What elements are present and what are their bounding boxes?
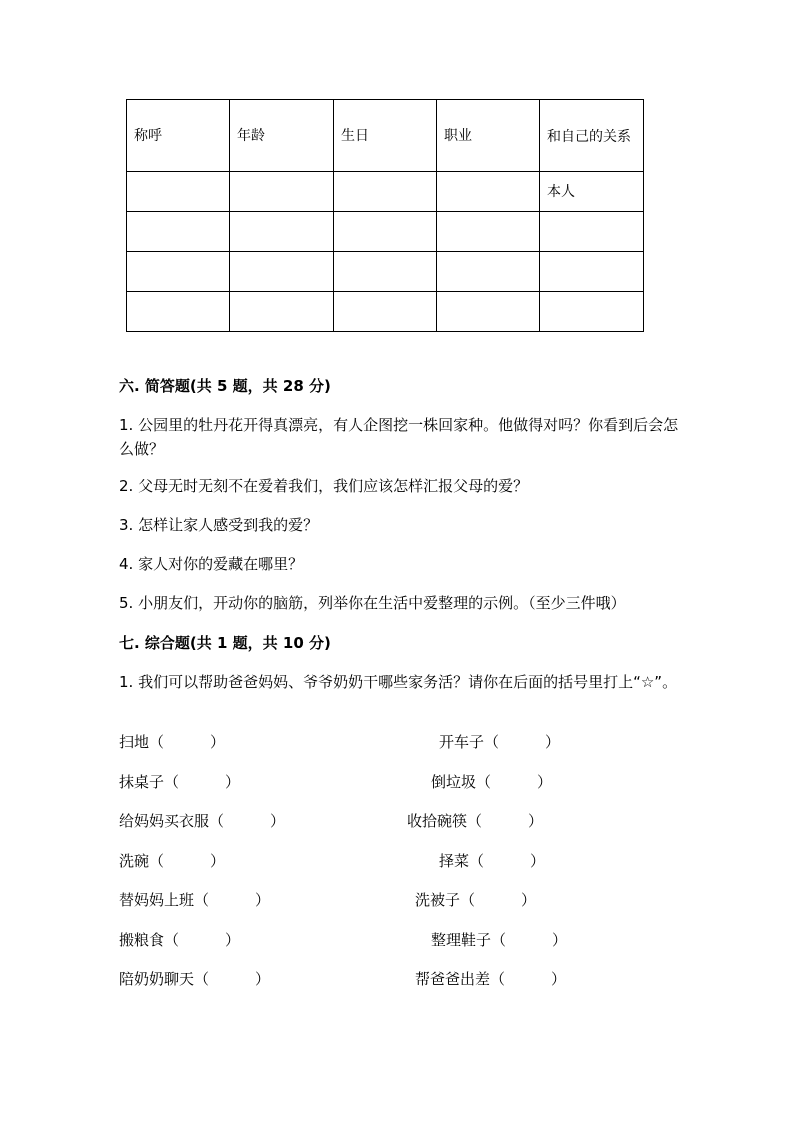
paren-close: ）: [521, 891, 537, 909]
table-cell[interactable]: [334, 252, 437, 292]
table-cell[interactable]: [230, 292, 334, 332]
paren-close: ）: [551, 970, 567, 988]
paren-close: ）: [545, 733, 561, 751]
table-cell[interactable]: [334, 292, 437, 332]
table-cell[interactable]: [127, 292, 230, 332]
paren-open: （: [491, 931, 507, 949]
table-cell[interactable]: [230, 252, 334, 292]
table-cell[interactable]: [230, 212, 334, 252]
family-info-table: [126, 99, 644, 332]
paren-open: （: [149, 852, 165, 870]
paren-open: （: [209, 812, 225, 830]
chore-item: [415, 968, 566, 990]
paren-close: ）: [528, 812, 544, 830]
paren-close: ）: [210, 733, 226, 751]
paren-open: （: [469, 852, 485, 870]
chore-label: 洗被子: [415, 891, 461, 909]
section6-question-5: 5. 小朋友们，开动你的脑筋，列举你在生活中爱整理的示例。（至少三件哦）: [119, 594, 626, 612]
chore-label: 陪奶奶聊天: [119, 970, 195, 988]
paren-close: ）: [537, 773, 553, 791]
table-cell[interactable]: [540, 252, 644, 292]
table-row: [127, 212, 644, 252]
section7-question-1: 1. 我们可以帮助爸爸妈妈、爷爷奶奶干哪些家务活？请你在后面的括号里打上“☆”。: [119, 673, 678, 691]
chore-label: 帮爸爸出差: [415, 970, 491, 988]
table-cell[interactable]: [437, 252, 540, 292]
section6-title: 六. 简答题(共 5 题，共 28 分): [119, 377, 331, 395]
table-cell: 本人: [540, 172, 644, 212]
chore-label: 替妈妈上班: [119, 891, 195, 909]
chore-label: 开车子: [439, 733, 485, 751]
paren-close: ）: [552, 931, 568, 949]
paren-close: ）: [255, 891, 271, 909]
chore-item: [431, 929, 567, 951]
header-cell-birthday: 生日: [334, 100, 437, 172]
chore-item: [119, 731, 225, 753]
paren-open: （: [460, 891, 476, 909]
paren-close: ）: [210, 852, 226, 870]
chore-item: [119, 850, 225, 872]
table-cell[interactable]: [127, 212, 230, 252]
paren-open: （: [194, 891, 210, 909]
chore-label: 择菜: [439, 852, 470, 870]
chore-label: 整理鞋子: [431, 931, 492, 949]
header-cell-title: 称呼: [127, 100, 230, 172]
table-cell[interactable]: [437, 172, 540, 212]
chore-label: 抹桌子: [119, 773, 165, 791]
paren-open: （: [467, 812, 483, 830]
chore-label: 扫地: [119, 733, 150, 751]
table-header-row: [127, 100, 644, 172]
header-cell-relationship: 和自己的关系: [540, 100, 644, 172]
chore-label: 洗碗: [119, 852, 150, 870]
paren-close: ）: [225, 931, 241, 949]
chore-item: [439, 731, 560, 753]
chore-label: 搬粮食: [119, 931, 165, 949]
paren-close: ）: [255, 970, 271, 988]
paren-open: （: [484, 733, 500, 751]
section6-question-4: 4. 家人对你的爱藏在哪里？: [119, 555, 304, 573]
chore-label: 收拾碗筷: [407, 812, 468, 830]
section6-question-3: 3. 怎样让家人感受到我的爱？: [119, 516, 319, 534]
section6-question-1: 1. 公园里的牡丹花开得真漂亮，有人企图挖一株回家种。他做得对吗？你看到后会怎么做？: [119, 416, 679, 458]
chore-item: [119, 771, 240, 793]
section7-title: 七. 综合题(共 1 题，共 10 分): [119, 634, 331, 652]
paren-open: （: [149, 733, 165, 751]
table-cell[interactable]: [437, 212, 540, 252]
paren-close: ）: [270, 812, 286, 830]
table-cell[interactable]: [437, 292, 540, 332]
table-cell[interactable]: [127, 252, 230, 292]
chore-item: [415, 889, 536, 911]
table-row: [127, 252, 644, 292]
paren-open: （: [164, 931, 180, 949]
table-cell[interactable]: [127, 172, 230, 212]
table-row: [127, 292, 644, 332]
table-cell[interactable]: [334, 212, 437, 252]
chore-label: 倒垃圾: [431, 773, 477, 791]
table-cell[interactable]: [334, 172, 437, 212]
chore-label: 给妈妈买衣服: [119, 812, 210, 830]
section6-question-2: 2. 父母无时无刻不在爱着我们，我们应该怎样汇报父母的爱？: [119, 477, 529, 495]
chore-item: [119, 889, 270, 911]
table-row: [127, 172, 644, 212]
table-cell[interactable]: [540, 292, 644, 332]
paren-open: （: [194, 970, 210, 988]
paren-open: （: [476, 773, 492, 791]
paren-open: （: [164, 773, 180, 791]
paren-close: ）: [530, 852, 546, 870]
chore-item: [431, 771, 552, 793]
header-cell-age: 年龄: [230, 100, 334, 172]
chore-item: [407, 810, 543, 832]
table-cell[interactable]: [540, 212, 644, 252]
paren-close: ）: [225, 773, 241, 791]
chore-item: [119, 810, 285, 832]
chore-item: [119, 929, 240, 951]
header-cell-occupation: 职业: [437, 100, 540, 172]
table-cell[interactable]: [230, 172, 334, 212]
paren-open: （: [490, 970, 506, 988]
chore-item: [119, 968, 270, 990]
chore-item: [439, 850, 545, 872]
